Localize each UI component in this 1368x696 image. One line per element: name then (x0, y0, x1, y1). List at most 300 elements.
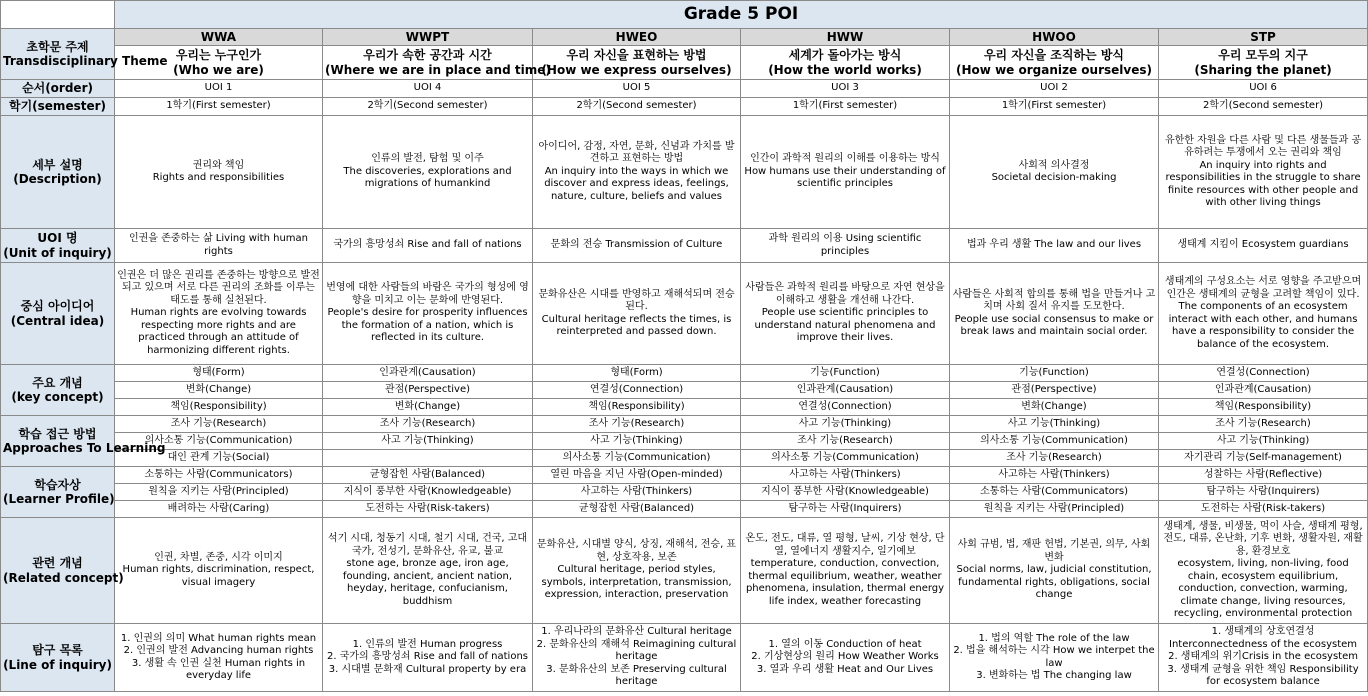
theme-code-text: HWEO (615, 29, 658, 44)
lines-cell-text: 1. 우리나라의 문화유산 Cultural heritage (541, 626, 732, 638)
atl-row (1, 450, 1368, 467)
related-cell (533, 518, 741, 624)
lines-cell (950, 624, 1159, 692)
central-cell-text: The components of an ecosystem interact with each other, and humans have a responsibility to consider the balance of the ecosystem. (1168, 301, 1358, 350)
theme-code (115, 29, 323, 46)
description-cell-text: 인류의 발전, 탐험 및 이주 (371, 153, 484, 165)
atl-cell (950, 450, 1159, 467)
related-cell-text: Human rights, discrimination, respect, visual imagery (122, 564, 315, 588)
theme-code (323, 29, 533, 46)
profile-cell (323, 467, 533, 484)
central-cell-text: People use scientific principles to understand natural phenomena and improve their lives. (754, 307, 936, 344)
related-row (1, 518, 1368, 624)
theme-name-row (1, 46, 1368, 80)
order-cell-text: UOI 6 (1249, 82, 1277, 94)
atl-cell (115, 433, 323, 450)
semester-cell-text: 1학기(First semester) (1001, 100, 1107, 112)
profile-cell-text: 소통하는 사람(Communicators) (980, 485, 1128, 497)
related-cell-text: 인권, 차별, 존중, 시각 이미지 (154, 551, 283, 563)
concept-row (1, 399, 1368, 416)
theme-name-text: 우리 자신을 조직하는 방식 (983, 47, 1125, 62)
related-cell (1159, 518, 1368, 624)
profile-cell-text: 배려하는 사람(Caring) (167, 502, 270, 514)
concept-cell-text: 기능(Function) (1019, 366, 1089, 378)
lines-cell (533, 624, 741, 692)
concept-cell (741, 382, 950, 399)
concept-cell (323, 399, 533, 416)
central-cell-text: 인권은 더 많은 권리를 존중하는 방향으로 발전되고 있으며 서로 다른 권리의 조화를 이루는 태도를 통해 실천된다. (117, 269, 320, 306)
related-cell-text: Cultural heritage, period styles, symbols, interpretation, transmission, expression, interaction, preservation (541, 564, 732, 601)
related-cell-text: 사회 규범, 법, 재판 헌법, 기본권, 의무, 사회 변화 (957, 539, 1151, 563)
row-header-related (1, 518, 124, 624)
atl-cell (950, 433, 1159, 450)
description-cell (741, 116, 950, 229)
profile-cell-text: 원칙을 지키는 사람(Principled) (148, 485, 289, 497)
description-cell-text: The discoveries, explorations and migrations of humankind (343, 165, 512, 190)
lines-cell-text: 3. 시대별 문화재 Cultural property by era (328, 663, 527, 675)
concept-cell (741, 365, 950, 382)
concept-cell (115, 365, 323, 382)
theme-name (1159, 46, 1368, 80)
concept-cell-text: 인과관계(Causation) (379, 366, 476, 378)
concept-cell-text: 관점(Perspective) (1011, 383, 1097, 395)
lines-cell-text: 3. 생활 속 인권 실천 Human rights in everyday life (131, 657, 306, 681)
profile-cell (741, 484, 950, 501)
atl-cell-text: 사고 기능(Thinking) (1216, 434, 1310, 446)
unit-row (1, 229, 1368, 263)
semester-cell (323, 98, 533, 116)
concept-cell (323, 365, 533, 382)
lines-cell (1159, 624, 1368, 692)
row-header-profile-text: 학습자상 (34, 477, 81, 492)
row-header-central (1, 263, 115, 365)
profile-cell (950, 467, 1159, 484)
description-cell-text: How humans use their understanding of scientific principles (744, 165, 946, 190)
order-cell-text: UOI 2 (1040, 82, 1068, 94)
theme-code-text: HWW (826, 29, 864, 44)
description-cell (533, 116, 741, 229)
unit-cell (115, 229, 323, 263)
theme-name-text: (How the world works) (768, 62, 922, 77)
central-cell (1159, 263, 1368, 365)
profile-cell-text: 도전하는 사람(Risk-takers) (1200, 502, 1326, 514)
atl-cell-text: 의사소통 기능(Communication) (144, 434, 293, 446)
unit-cell-text: 생태계 지킴이 Ecosystem guardians (1177, 239, 1349, 251)
concept-cell-text: 변화(Change) (1021, 400, 1087, 412)
concept-cell (533, 365, 741, 382)
row-header-theme (1, 29, 168, 80)
row-header-central-text: (Central idea) (10, 313, 105, 328)
lines-cell-text: 2. 문화유산의 재해석 Reimagining cultural heritage (536, 638, 737, 663)
concept-cell-text: 관점(Perspective) (384, 383, 471, 395)
concept-row (1, 365, 1368, 382)
description-row (1, 116, 1368, 229)
row-header-central-text: 중심 아이디어 (20, 299, 95, 313)
title-row (1, 1, 1368, 29)
theme-code (1159, 29, 1368, 46)
atl-cell (533, 433, 741, 450)
profile-cell-text: 균형잡힌 사람(Balanced) (369, 468, 486, 480)
atl-cell (323, 450, 533, 467)
profile-cell (533, 501, 741, 518)
atl-cell-text: 의사소통 기능(Communication) (771, 451, 919, 463)
unit-cell (950, 229, 1159, 263)
lines-cell (323, 624, 533, 692)
concept-row (1, 382, 1368, 399)
unit-cell (533, 229, 741, 263)
row-header-description-text: (Description) (13, 172, 102, 186)
semester-cell-text: 2학기(Second semester) (367, 100, 488, 112)
theme-name-text: (How we organize ourselves) (956, 62, 1152, 77)
profile-cell (323, 501, 533, 518)
atl-cell-text: 조사 기능(Research) (588, 417, 685, 429)
semester-cell (1159, 98, 1368, 116)
central-cell-text: 사람들은 사회적 합의를 통해 법을 만들거나 고치며 사회 질서 유지를 도모한다. (952, 288, 1156, 312)
page-title-text: Grade 5 POI (683, 4, 799, 25)
order-cell (323, 80, 533, 98)
order-row (1, 80, 1368, 98)
atl-row (1, 416, 1368, 433)
theme-name (323, 46, 551, 80)
row-header-atl (1, 416, 166, 467)
description-cell-text: Societal decision-making (991, 172, 1117, 183)
lines-cell (741, 624, 950, 692)
row-header-order-text: 순서(order) (22, 81, 93, 96)
central-cell-text: 문화유산은 시대를 반영하고 재해석되며 전승된다. (538, 288, 735, 312)
profile-cell (533, 484, 741, 501)
profile-cell-text: 탐구하는 사람(Inquirers) (1206, 485, 1320, 497)
atl-cell-text: 조사 기능(Research) (170, 417, 267, 429)
atl-cell-text: 대인 관계 기능(Social) (167, 451, 270, 463)
semester-cell (741, 98, 950, 116)
profile-row (1, 467, 1368, 484)
profile-cell (115, 467, 323, 484)
semester-cell (533, 98, 741, 116)
lines-cell-text: 3. 문화유산의 보존 Preserving cultural heritage (546, 663, 727, 688)
profile-cell (1159, 501, 1368, 518)
central-cell (115, 263, 323, 365)
concept-cell (950, 399, 1159, 416)
central-cell-text: Cultural heritage reflects the times, is reinterpreted and passed down. (541, 313, 732, 337)
order-cell (115, 80, 323, 98)
corner-cell (1, 1, 115, 29)
theme-name (741, 46, 950, 80)
theme-name-text: 우리는 누구인가 (175, 47, 262, 62)
central-cell (741, 263, 950, 365)
concept-cell (741, 399, 950, 416)
concept-cell-text: 책임(Responsibility) (1214, 400, 1312, 412)
profile-cell-text: 균형잡힌 사람(Balanced) (578, 502, 695, 514)
atl-cell-text: 자기관리 기능(Self-management) (1184, 451, 1342, 463)
semester-cell-text: 2학기(Second semester) (1202, 100, 1324, 112)
related-cell (323, 518, 533, 624)
row-header-order (1, 80, 115, 98)
row-header-atl-text: Approaches To Learning (3, 441, 166, 455)
description-cell (323, 116, 533, 229)
order-cell-text: UOI 3 (831, 82, 859, 94)
row-header-unit-text: (Unit of inquiry) (3, 245, 112, 260)
theme-code (950, 29, 1159, 46)
theme-code-text: STP (1250, 29, 1276, 44)
central-cell (323, 263, 533, 365)
related-cell (741, 518, 950, 624)
atl-cell (741, 450, 950, 467)
theme-code-row (1, 29, 1368, 46)
central-row (1, 263, 1368, 365)
theme-code-text: WWA (200, 29, 237, 44)
theme-code (741, 29, 950, 46)
description-cell-text: 권리와 책임 (192, 159, 245, 171)
profile-cell (950, 484, 1159, 501)
order-cell-text: UOI 4 (413, 82, 442, 94)
theme-name-text: 우리가 속한 공간과 시간 (363, 47, 492, 62)
concept-cell (533, 382, 741, 399)
atl-cell (741, 433, 950, 450)
lines-cell-text: 3. 생태계 균형을 위한 책임 Responsibility for ecosystem balance (1167, 663, 1359, 688)
theme-name (533, 46, 741, 80)
atl-row (1, 433, 1368, 450)
central-cell-text: 번영에 대한 사람들의 바람은 국가의 형성에 영향을 미치고 이는 문화에 반영된다. (326, 282, 529, 306)
unit-cell-text: 인권을 존중하는 삶 Living with human rights (128, 233, 308, 257)
description-cell (950, 116, 1159, 229)
semester-cell-text: 1학기(First semester) (792, 100, 898, 112)
row-header-atl-text: 학습 접근 방법 (18, 426, 97, 441)
lines-cell-text: 3. 변화하는 법 The changing law (976, 670, 1132, 681)
profile-cell-text: 사고하는 사람(Thinkers) (998, 468, 1110, 480)
concept-cell-text: 형태(Form) (610, 366, 663, 378)
profile-cell-text: 원칙을 지키는 사람(Principled) (983, 502, 1125, 514)
related-cell-text: stone age, bronze age, iron age, founding, ancient, ancient nation, heyday, heritage, confucianism, buddhism (342, 558, 513, 607)
lines-cell-text: 2. 기상현상의 원리 How Weather Works (751, 651, 939, 663)
concept-cell-text: 책임(Responsibility) (170, 400, 267, 412)
unit-cell (1159, 229, 1368, 263)
related-cell-text: temperature, conduction, convection, thermal equilibrium, weather, weather phenomena, insulation, thermal energy life index, weather forecasting (745, 558, 945, 607)
profile-cell (115, 501, 323, 518)
atl-cell (1159, 450, 1368, 467)
unit-cell-text: 법과 우리 생활 The law and our lives (966, 239, 1142, 251)
related-cell-text: ecosystem, living, non-living, food chain, ecosystem equilibrium, conduction, convection, warming, climate change, living resources, recycling, environmental protection (1173, 558, 1353, 619)
atl-cell (533, 416, 741, 433)
theme-name-text: (Who we are) (173, 62, 264, 77)
related-cell-text: 온도, 전도, 대류, 열 평형, 날씨, 기상 현상, 단열, 열에너지 생활지수, 일기예보 (745, 533, 945, 557)
concept-cell-text: 연결성(Connection) (589, 383, 684, 395)
profile-row (1, 501, 1368, 518)
lines-cell (115, 624, 323, 692)
concept-cell-text: 인과관계(Causation) (1214, 383, 1312, 395)
row-header-profile-text: (Learner Profile) (3, 492, 115, 506)
unit-cell-text: 과학 원리의 이용 Using scientific principles (768, 233, 922, 257)
lines-cell-text: 1. 생태계의 상호연결성 Interconnectedness of the ecosystem (1169, 626, 1358, 650)
lines-cell-text: 1. 법의 역할 The role of the law (978, 632, 1130, 644)
atl-cell-text: 의사소통 기능(Communication) (562, 451, 711, 463)
central-cell (533, 263, 741, 365)
concept-cell (115, 382, 323, 399)
atl-cell-text: 조사 기능(Research) (1006, 451, 1102, 463)
atl-cell-text: 조사 기능(Research) (797, 434, 893, 446)
row-header-lines (1, 624, 115, 692)
lines-cell-text: 1. 열의 이동 Conduction of heat (768, 638, 922, 650)
row-header-concept-text: 주요 개념 (32, 375, 83, 390)
concept-cell (1159, 382, 1368, 399)
related-cell (115, 518, 323, 624)
concept-cell (323, 382, 533, 399)
atl-cell-text: 조사 기능(Research) (379, 417, 476, 429)
concept-cell-text: 연결성(Connection) (1216, 366, 1310, 378)
unit-cell (741, 229, 950, 263)
row-header-semester (1, 98, 115, 116)
page-title (115, 1, 1368, 29)
central-cell-text: People use social consensus to make or break laws and maintain social order. (954, 313, 1154, 337)
concept-cell (115, 399, 323, 416)
theme-name-text: (Sharing the planet) (1194, 62, 1332, 77)
row-header-concept (1, 365, 115, 416)
concept-cell-text: 인과관계(Causation) (796, 383, 894, 395)
row-header-unit (1, 229, 115, 263)
atl-cell (1159, 433, 1368, 450)
semester-cell-text: 2학기(Second semester) (576, 100, 697, 112)
atl-cell (115, 416, 323, 433)
theme-name-text: (How we express ourselves) (541, 62, 732, 77)
central-cell-text: People's desire for prosperity influences the formation of a nation, which is reflected in its culture. (327, 307, 528, 344)
lines-cell-text: 3. 열과 우리 생활 Heat and Our Lives (756, 663, 934, 675)
concept-cell (950, 382, 1159, 399)
central-cell-text: Human rights are evolving towards respecting more rights and are practiced through an attitude of harmonizing different rights. (130, 307, 307, 356)
theme-name (950, 46, 1159, 80)
theme-name-text: 우리 모두의 지구 (1218, 47, 1308, 62)
concept-cell-text: 변화(Change) (394, 400, 461, 412)
related-cell-text: 생태계, 생물, 비생물, 먹이 사슬, 생태계 평형, 전도, 대류, 온난화, 기후 변화, 생활자원, 재활용, 환경보호 (1163, 520, 1363, 557)
order-cell (741, 80, 950, 98)
row-header-unit-text: UOI 명 (37, 231, 78, 245)
order-cell-text: UOI 1 (204, 82, 233, 94)
concept-cell (533, 399, 741, 416)
profile-cell (1159, 484, 1368, 501)
profile-cell-text: 사고하는 사람(Thinkers) (580, 485, 693, 497)
atl-cell-text: 사고 기능(Thinking) (381, 434, 474, 446)
atl-cell-text: 의사소통 기능(Communication) (980, 434, 1128, 446)
atl-cell (533, 450, 741, 467)
profile-cell-text: 탐구하는 사람(Inquirers) (788, 502, 902, 514)
row-header-theme-text: Transdisciplinary Theme (3, 54, 168, 68)
related-cell-text: 문화유산, 시대별 양식, 상징, 재해석, 전승, 표현, 상호작용, 보존 (536, 539, 737, 563)
description-cell (1159, 116, 1368, 229)
semester-row (1, 98, 1368, 116)
related-cell-text: 석기 시대, 청동기 시대, 철기 시대, 건국, 고대 국가, 전성기, 문화유산, 유교, 불교 (327, 533, 528, 557)
theme-code-text: WWPT (405, 29, 450, 44)
profile-cell (950, 501, 1159, 518)
profile-cell-text: 소통하는 사람(Communicators) (144, 468, 293, 480)
concept-cell (950, 365, 1159, 382)
profile-cell (741, 501, 950, 518)
theme-name-text: 세계가 돌아가는 방식 (788, 47, 902, 62)
lines-cell-text: 2. 국가의 흥망성쇠 Rise and fall of nations (327, 651, 528, 663)
theme-code (533, 29, 741, 46)
row-header-related-text: (Related concept) (3, 570, 124, 585)
lines-cell-text: 2. 법을 해석하는 시각 How we interpet the law (953, 645, 1155, 669)
description-cell (115, 116, 323, 229)
description-cell-text: An inquiry into the ways in which we discover and express ideas, feelings, nature, culture, beliefs and values (544, 165, 729, 202)
profile-cell (323, 484, 533, 501)
unit-cell-text: 문화의 전승 Transmission of Culture (550, 239, 723, 251)
central-cell-text: 사람들은 과학적 원리를 바탕으로 자연 현상을 이해하고 생활을 개선해 나간다. (745, 282, 945, 306)
concept-cell (1159, 365, 1368, 382)
concept-cell (1159, 399, 1368, 416)
profile-cell-text: 지식이 풍부한 사람(Knowledgeable) (343, 485, 512, 497)
profile-cell-text: 열린 마음을 지닌 사람(Open-minded) (550, 468, 723, 480)
semester-cell (950, 98, 1159, 116)
atl-cell (323, 416, 533, 433)
central-cell (950, 263, 1159, 365)
concept-cell-text: 형태(Form) (192, 366, 245, 378)
description-cell-text: 아이디어, 감정, 자연, 문화, 신념과 가치를 발견하고 표현하는 방법 (538, 140, 735, 165)
row-header-related-text: 관련 개념 (32, 556, 83, 570)
atl-cell-text: 사고 기능(Thinking) (1007, 417, 1101, 429)
profile-cell-text: 사고하는 사람(Thinkers) (789, 468, 901, 480)
lines-cell-text: 2. 인권의 발전 Advancing human rights (123, 645, 314, 656)
theme-name-text: 우리 자신을 표현하는 방법 (566, 47, 707, 62)
order-cell (533, 80, 741, 98)
profile-cell (533, 467, 741, 484)
profile-cell (1159, 467, 1368, 484)
row-header-profile (1, 467, 115, 518)
atl-cell (741, 416, 950, 433)
description-cell-text: 유한한 자원을 다른 사람 및 다른 생물들과 공유하려는 투쟁에서 오는 권리와 책임 (1164, 134, 1362, 158)
atl-cell-text: 사고 기능(Thinking) (590, 434, 683, 446)
atl-cell (323, 433, 533, 450)
row-header-theme-text: 초학문 주제 (26, 39, 89, 54)
profile-cell (741, 467, 950, 484)
central-cell-text: 생태계의 구성요소는 서로 영향을 주고받으며 인간은 생태계의 균형을 고려할 책임이 있다. (1164, 276, 1362, 300)
semester-cell-text: 1학기(First semester) (166, 100, 271, 112)
order-cell-text: UOI 5 (622, 82, 651, 94)
unit-cell (323, 229, 533, 263)
atl-cell-text: 조사 기능(Research) (1215, 417, 1311, 429)
semester-cell (115, 98, 323, 116)
lines-row (1, 624, 1368, 692)
related-cell (950, 518, 1159, 624)
profile-cell-text: 성찰하는 사람(Reflective) (1203, 468, 1323, 480)
description-cell-text: An inquiry into rights and responsibilities in the struggle to share finite resources with other people and with other living things (1165, 159, 1361, 208)
atl-cell-text: 사고 기능(Thinking) (798, 417, 892, 429)
atl-cell (1159, 416, 1368, 433)
profile-cell (115, 484, 323, 501)
unit-cell-text: 국가의 흥망성쇠 Rise and fall of nations (333, 239, 522, 251)
description-cell-text: 인간이 과학적 원리의 이해를 이용하는 방식 (750, 153, 940, 165)
row-header-description (1, 116, 115, 229)
theme-code-text: HWOO (1032, 29, 1076, 44)
order-cell (950, 80, 1159, 98)
atl-cell (950, 416, 1159, 433)
related-cell-text: Social norms, law, judicial constitution, fundamental rights, obligations, social change (956, 564, 1152, 601)
order-cell (1159, 80, 1368, 98)
concept-cell-text: 기능(Function) (810, 366, 880, 378)
lines-cell-text: 1. 인권의 의미 What human rights mean (120, 632, 317, 644)
profile-row (1, 484, 1368, 501)
row-header-description-text: 세부 설명 (32, 157, 83, 172)
description-cell-text: Rights and responsibilities (152, 172, 285, 183)
concept-cell-text: 연결성(Connection) (798, 400, 892, 412)
lines-cell-text: 1. 인류의 발전 Human progress (352, 638, 503, 650)
row-header-lines-text: (Line of inquiry) (3, 657, 112, 672)
theme-name-text: (Where we are in place and time) (325, 62, 551, 77)
concept-cell-text: 책임(Responsibility) (588, 400, 685, 412)
description-cell-text: 사회적 의사결정 (1018, 159, 1090, 171)
concept-cell-text: 변화(Change) (185, 383, 252, 395)
row-header-semester-text: 학기(semester) (8, 99, 106, 114)
lines-cell-text: 2. 생태계의 위기Crisis in the ecosystem (1168, 651, 1358, 663)
profile-cell-text: 도전하는 사람(Risk-takers) (365, 502, 490, 514)
row-header-lines-text: 탐구 목록 (32, 643, 83, 657)
